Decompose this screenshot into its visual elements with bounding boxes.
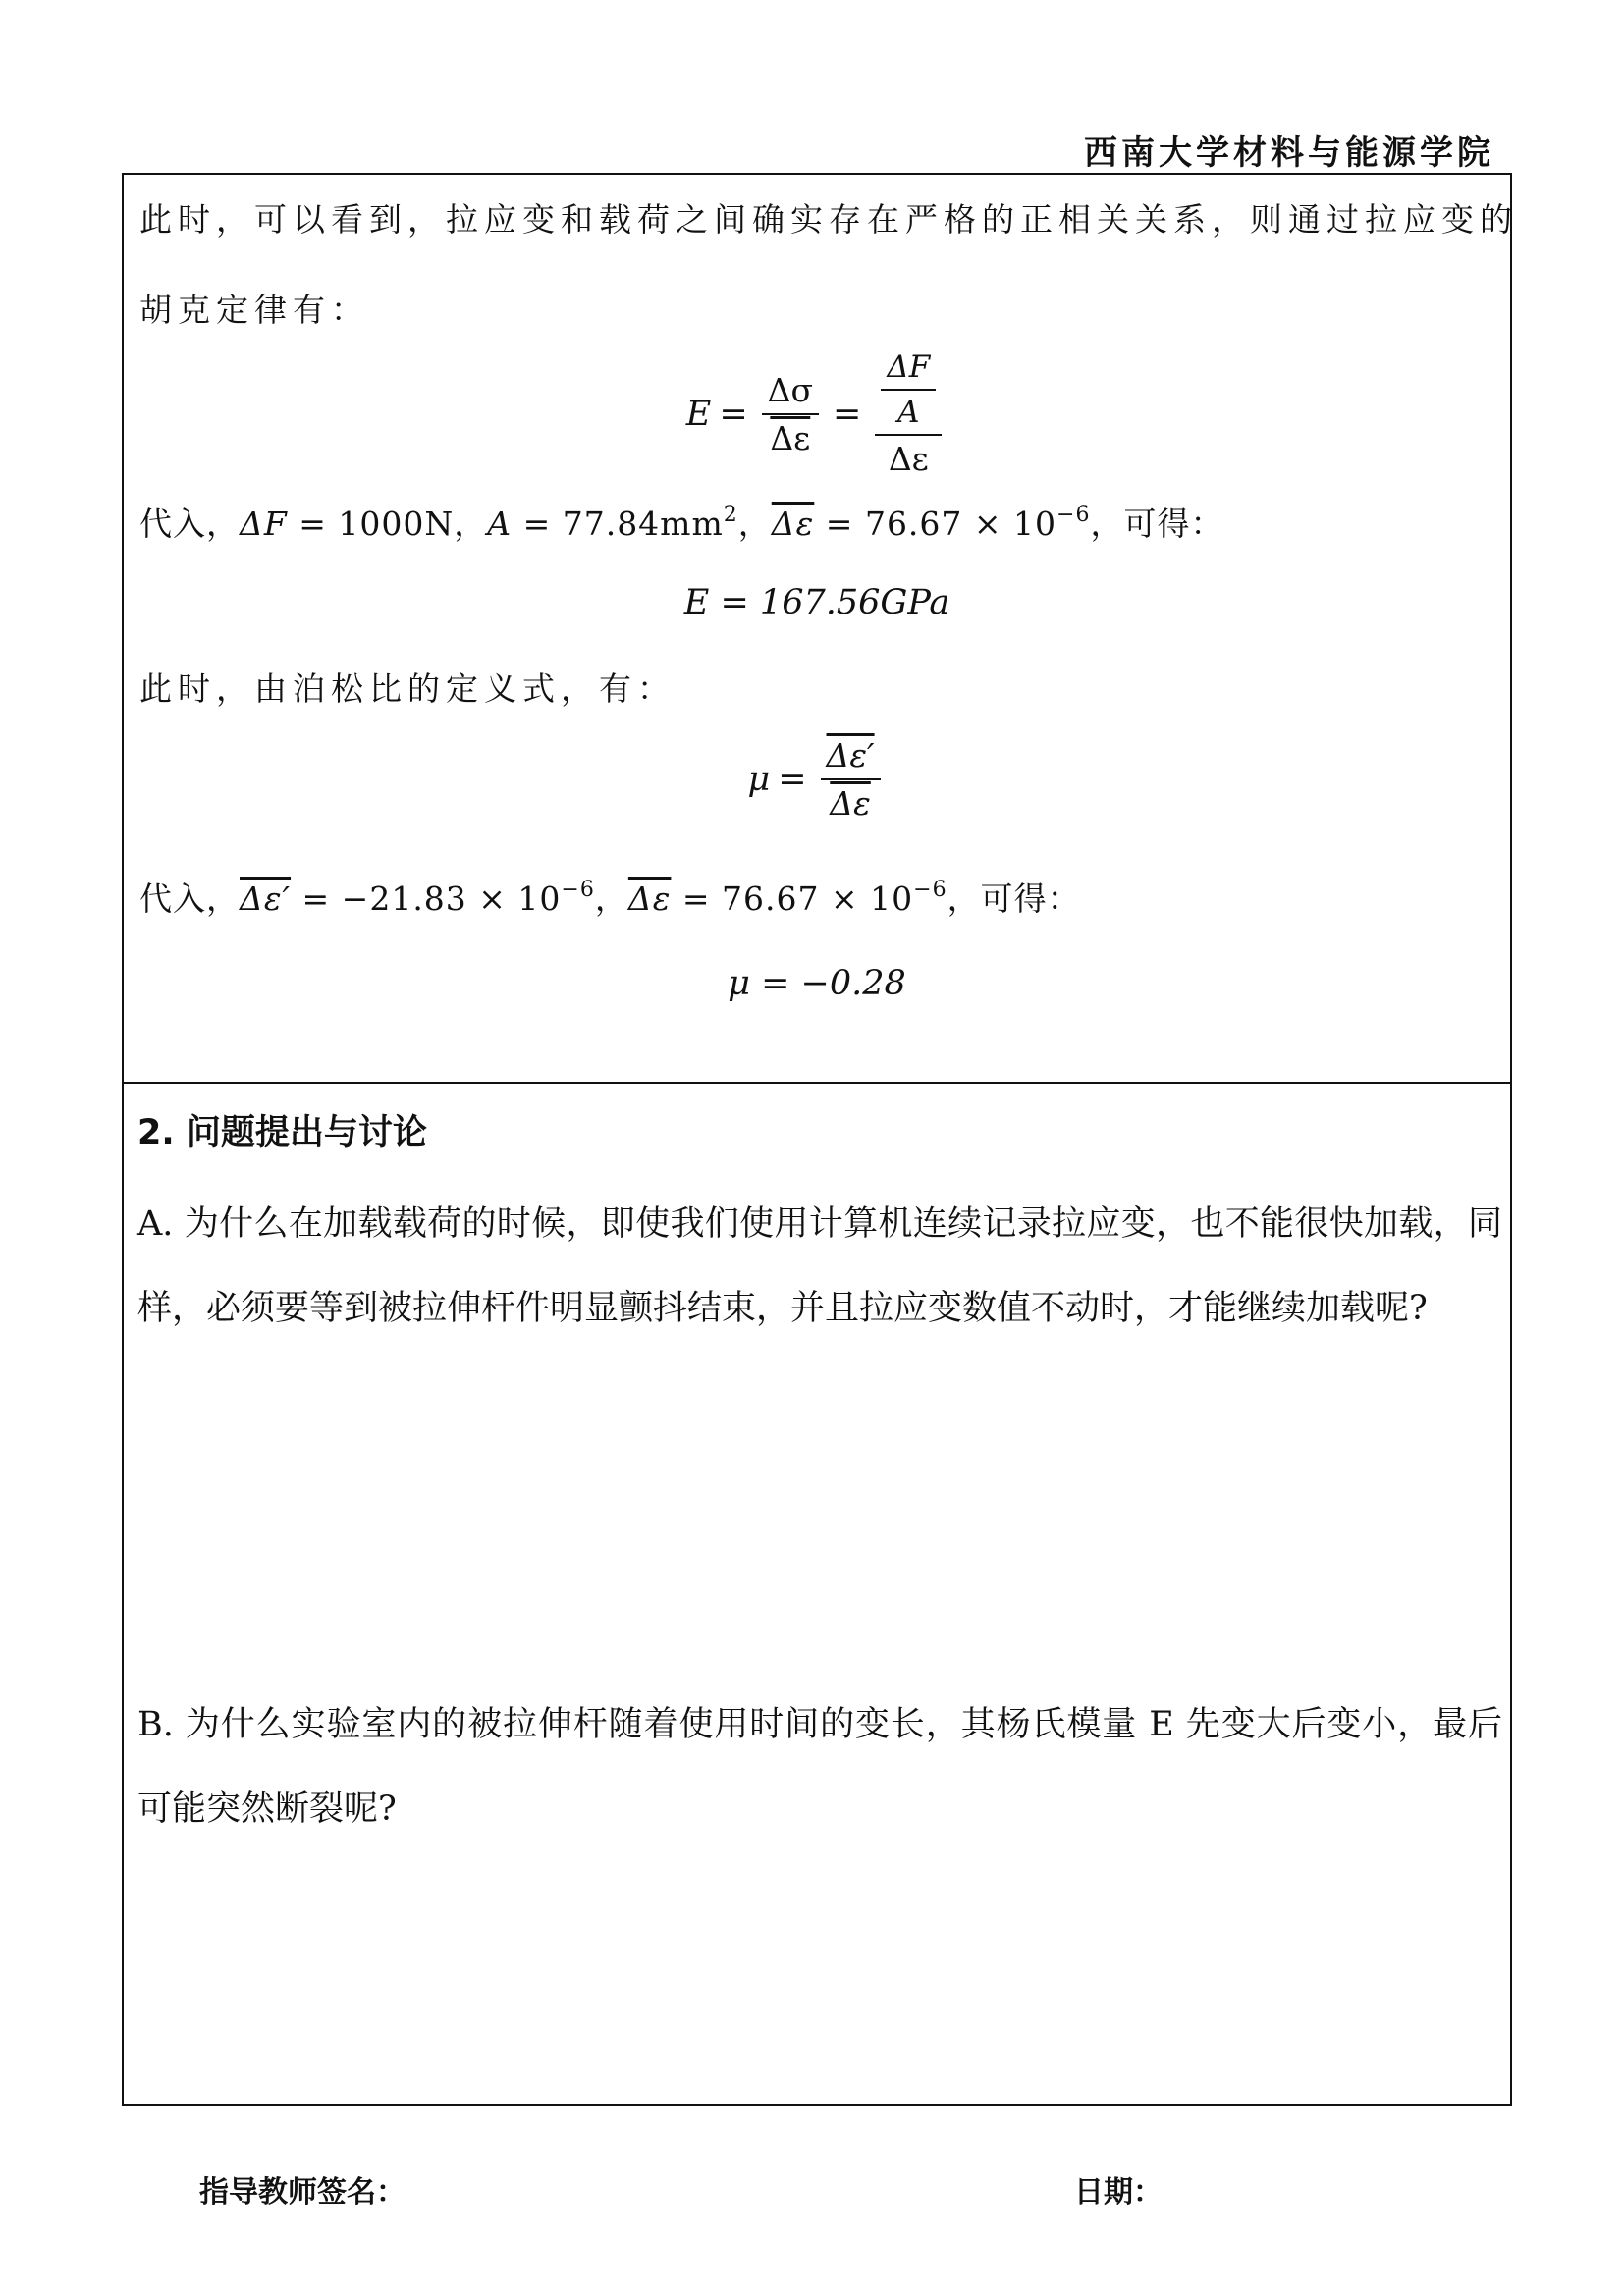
date-label: 日期： (1074, 2175, 1163, 2210)
substitution2-suffix: ，可得： (947, 880, 1081, 918)
fraction-numerator-deps-prime: Δε′ (821, 736, 881, 780)
question-b: B. 为什么实验室内的被拉伸杆随着使用时间的变长，其杨氏模量 E 先变大后变小，最后可能突然断裂呢? (137, 1705, 1502, 1829)
substitution2-separator: ， (594, 880, 628, 918)
fraction-numerator-dF: ΔF (881, 349, 936, 391)
A-separator: ， (737, 505, 772, 543)
formula-E: E (685, 394, 712, 434)
axial-strain-mean-label: $\overline{\Delta\varepsilon}$ (627, 880, 672, 918)
question-a: A. 为什么在加载载荷的时候，即使我们使用计算机连续记录拉应变，也不能很快加载，同样，必须要等到被拉伸杆件明显颤抖结束，并且拉应变数值不动时，才能继续加载呢? (137, 1204, 1502, 1328)
E-result: E = 167.56GPa (683, 583, 950, 622)
fraction-lateral-over-axial (821, 736, 881, 823)
calc-substitution-line-1 (139, 499, 1223, 545)
institution-header: 西南大学材料与能源学院 (1084, 133, 1494, 173)
fraction-dsigma-deps (762, 371, 819, 457)
A-exponent: 2 (723, 503, 738, 527)
strain-exponent: −6 (1056, 503, 1091, 527)
lateral-strain-mean-value: = −21.83 × 10 (291, 880, 562, 918)
formula-mu: μ (747, 760, 771, 799)
lateral-strain-mean-label: Δε′ (240, 880, 292, 918)
dF-value: = 1000N， (287, 505, 488, 543)
discussion-section (122, 1082, 1512, 2106)
dF-label: ΔF (240, 505, 288, 543)
fraction-denominator-deps-3: Δε (830, 784, 871, 823)
calc-text-line-4: 此时，由泊松比的定义式，有： (139, 669, 676, 708)
discussion-title: 2. 问题提出与讨论 (137, 1113, 427, 1152)
substitution-prefix: 代入， (139, 505, 240, 543)
signature-label: 指导教师签名： (199, 2175, 406, 2210)
strain-mean-label: $\overline{\Delta\varepsilon}$ (771, 505, 815, 543)
formula-equals-1: = (719, 394, 748, 434)
calc-text-line-1: 此时，可以看到，拉应变和载荷之间确实存在严格的正相关关系，则通过拉应变的 (139, 200, 1518, 239)
fraction-denominator-deps-2: Δε (888, 440, 929, 478)
fraction-denominator-deps: Δε (770, 418, 811, 457)
A-label: A (487, 505, 513, 543)
mu-result: μ = −0.28 (728, 964, 906, 1003)
fraction-numerator-stress (875, 349, 942, 436)
axial-strain-mean-value: = 76.67 × 10 (671, 880, 914, 918)
calc-substitution-line-2 (139, 874, 1081, 920)
fraction-stress-over-strain (875, 349, 942, 478)
youngs-modulus-formula (124, 349, 1510, 478)
axial-strain-exponent: −6 (913, 878, 947, 902)
strain-mean-value: = 76.67 × 10 (814, 505, 1057, 543)
calc-text-line-2: 胡克定律有： (139, 291, 369, 329)
substitution2-prefix: 代入， (139, 880, 240, 918)
A-value: = 77.84mm (512, 505, 724, 543)
formula-equals-2: = (833, 394, 862, 434)
substitution-suffix: ，可得： (1090, 505, 1224, 543)
formula-equals-3: = (778, 760, 807, 799)
poisson-ratio-formula (124, 736, 1510, 823)
fraction-numerator-dsigma: Δσ (762, 371, 819, 415)
fraction-dF-A (881, 349, 936, 430)
calculation-section (122, 173, 1518, 1084)
lateral-strain-exponent: −6 (561, 878, 595, 902)
fraction-denominator-A: A (897, 395, 920, 430)
